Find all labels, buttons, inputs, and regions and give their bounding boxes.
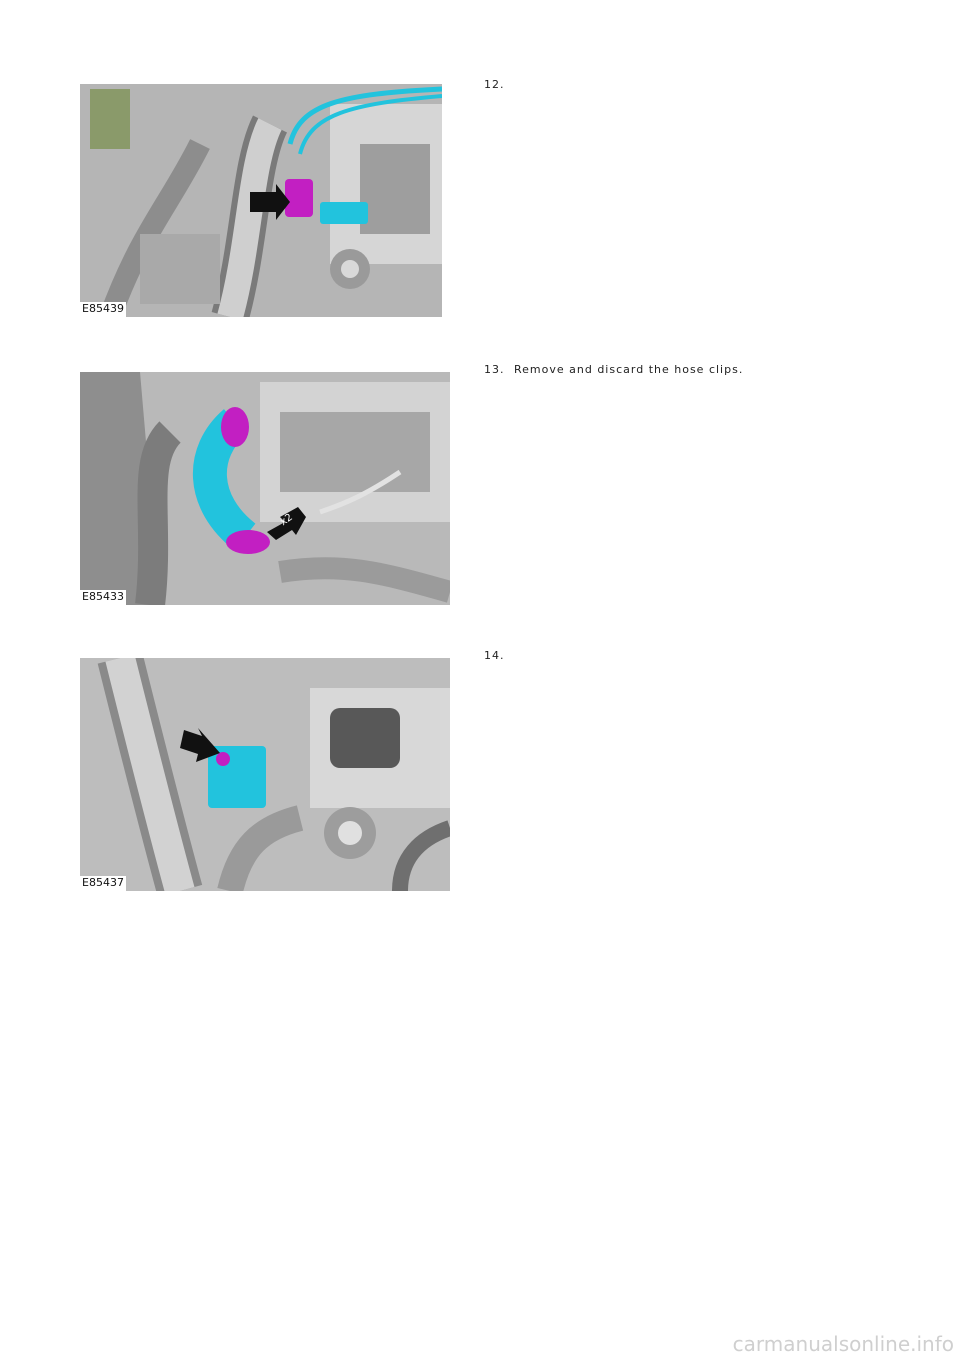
engine-illustration — [80, 658, 450, 891]
step-instruction: Remove and discard the hose clips. — [514, 363, 744, 376]
step-number: 14. — [484, 649, 505, 662]
figure-label: E85433 — [82, 590, 124, 603]
watermark[interactable]: carmanualsonline.info — [732, 1332, 954, 1356]
figure-e85437 — [80, 658, 450, 891]
figure-e85439 — [80, 84, 442, 317]
figure-e85433 — [80, 372, 450, 605]
engine-illustration — [80, 84, 442, 317]
figure-label: E85437 — [82, 876, 124, 889]
step-number: 12. — [484, 78, 505, 91]
figure-label: E85439 — [82, 302, 124, 315]
callout-quantity: x2 — [278, 511, 295, 529]
step-number: 13. — [484, 363, 505, 376]
engine-illustration — [80, 372, 450, 605]
